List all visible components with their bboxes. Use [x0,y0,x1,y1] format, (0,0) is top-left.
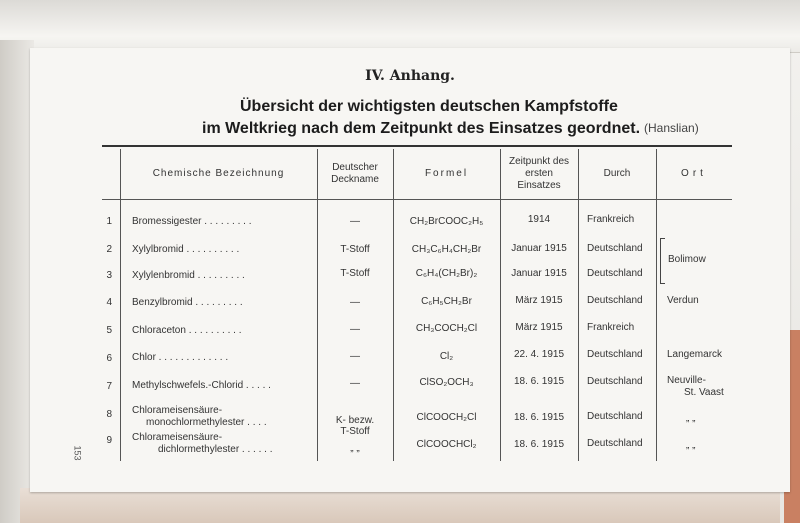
row-number: 3 [106,270,112,281]
cell-name-line2: monochlormethylester . . . . [146,417,267,428]
table-top-rule [102,145,732,147]
row-number: 9 [106,435,112,446]
cell-zeitpunkt: 1914 [527,214,551,225]
header-zeitpunkt: Zeitpunkt des ersten Einsatzes [508,156,570,191]
table-title-line1: Übersicht der wichtigsten deutschen Kampfstoffe [240,98,618,115]
cell-name: Chlor . . . . . . . . . . . . . [132,352,229,363]
cell-ort-bolimow: Bolimow [668,254,706,265]
cell-formel: ClSO₂OCH₃ [419,377,474,388]
cell-deckname: — [350,216,360,227]
cell-deckname: — [350,297,360,308]
cell-durch: Deutschland [587,438,643,449]
cell-formel: ClCOOCH₂Cl [416,412,477,423]
cell-deckname: — [350,378,360,389]
cell-name: Methylschwefels.-Chlorid . . . . . [132,380,271,391]
row-number: 8 [106,409,112,420]
cell-zeitpunkt: 18. 6. 1915 [513,439,565,450]
cell-formel: ClCOOCHCl₂ [416,439,477,450]
cell-durch: Deutschland [587,295,643,306]
row-number: 7 [106,381,112,392]
cell-durch: Deutschland [587,243,643,254]
cell-name: Bromessigester . . . . . . . . . [132,216,252,227]
cell-deckname: — [350,324,360,335]
cell-durch: Deutschland [587,411,643,422]
cell-zeitpunkt: März 1915 [515,322,563,333]
table-header-rule [102,199,732,200]
header-durch: Durch [603,168,631,179]
cell-name: Chlorameisensäure- [132,405,223,416]
cell-formel: C₆H₅CH₂Br [421,296,472,307]
cell-ort-line2: St. Vaast [684,387,724,398]
row-number: 6 [106,353,112,364]
cell-durch: Deutschland [587,268,643,279]
row-number: 1 [106,216,112,227]
book-spine-shadow [0,40,34,523]
cell-ort: Langemarck [667,349,723,360]
cell-deckname: „ „ [350,443,360,454]
cell-ort: Verdun [667,295,699,306]
cell-durch: Deutschland [587,349,643,360]
bolimow-bracket [660,238,665,284]
table-title-line2: im Weltkrieg nach dem Zeitpunkt des Einsatzes geordnet. [202,120,641,137]
cell-durch: Deutschland [587,376,643,387]
book-bottom-edge [20,488,780,523]
cell-formel: CH₃COCH₂Cl [415,323,478,334]
cell-deckname: — [350,351,360,362]
cell-formel: CH₃C₆H₄CH₂Br [411,244,482,255]
cell-zeitpunkt: Januar 1915 [511,243,567,254]
cell-name: Xylylenbromid . . . . . . . . . [132,270,245,281]
cell-deckname: K- bezw. [335,415,375,426]
cell-zeitpunkt: 22. 4. 1915 [513,349,565,360]
cell-deckname-line2: T-Stoff [340,426,370,437]
header-deckname: Deutscher Deckname [331,162,379,185]
cell-zeitpunkt: 18. 6. 1915 [513,412,565,423]
page-number: 153 [72,445,83,461]
row-number: 4 [106,297,112,308]
section-heading: IV. Anhang. [365,68,455,84]
book-page [30,48,790,492]
cell-ort: „ „ [686,440,696,451]
cell-zeitpunkt: Januar 1915 [511,268,567,279]
cell-name: Chloraceton . . . . . . . . . . [132,325,242,336]
cell-ort: „ „ [686,413,696,424]
header-ort: Ort [681,168,707,179]
row-number: 2 [106,244,112,255]
cell-zeitpunkt: 18. 6. 1915 [513,376,565,387]
cell-deckname: T-Stoff [340,244,370,255]
header-name: Chemische Bezeichnung [152,168,285,179]
row-number: 5 [106,325,112,336]
cell-formel: CH₂BrCOOC₂H₅ [409,216,484,227]
cell-name: Chlorameisensäure- [132,432,223,443]
cell-name: Benzylbromid . . . . . . . . . [132,297,243,308]
cell-name-line2: dichlormethylester . . . . . . [158,444,273,455]
column-divider [317,149,318,461]
cell-formel: C₆H₄(CH₂Br)₂ [415,268,478,279]
cell-deckname: T-Stoff [340,268,370,279]
cell-formel: Cl₂ [439,351,454,362]
cell-zeitpunkt: März 1915 [515,295,563,306]
cell-durch: Frankreich [587,214,635,225]
cell-durch: Frankreich [587,322,635,333]
header-formel: Formel [424,168,469,179]
cell-name: Xylylbromid . . . . . . . . . . [132,244,240,255]
source-note: (Hanslian) [644,121,699,135]
cell-ort: Neuville- [667,375,706,386]
previous-page-edge [0,0,800,53]
